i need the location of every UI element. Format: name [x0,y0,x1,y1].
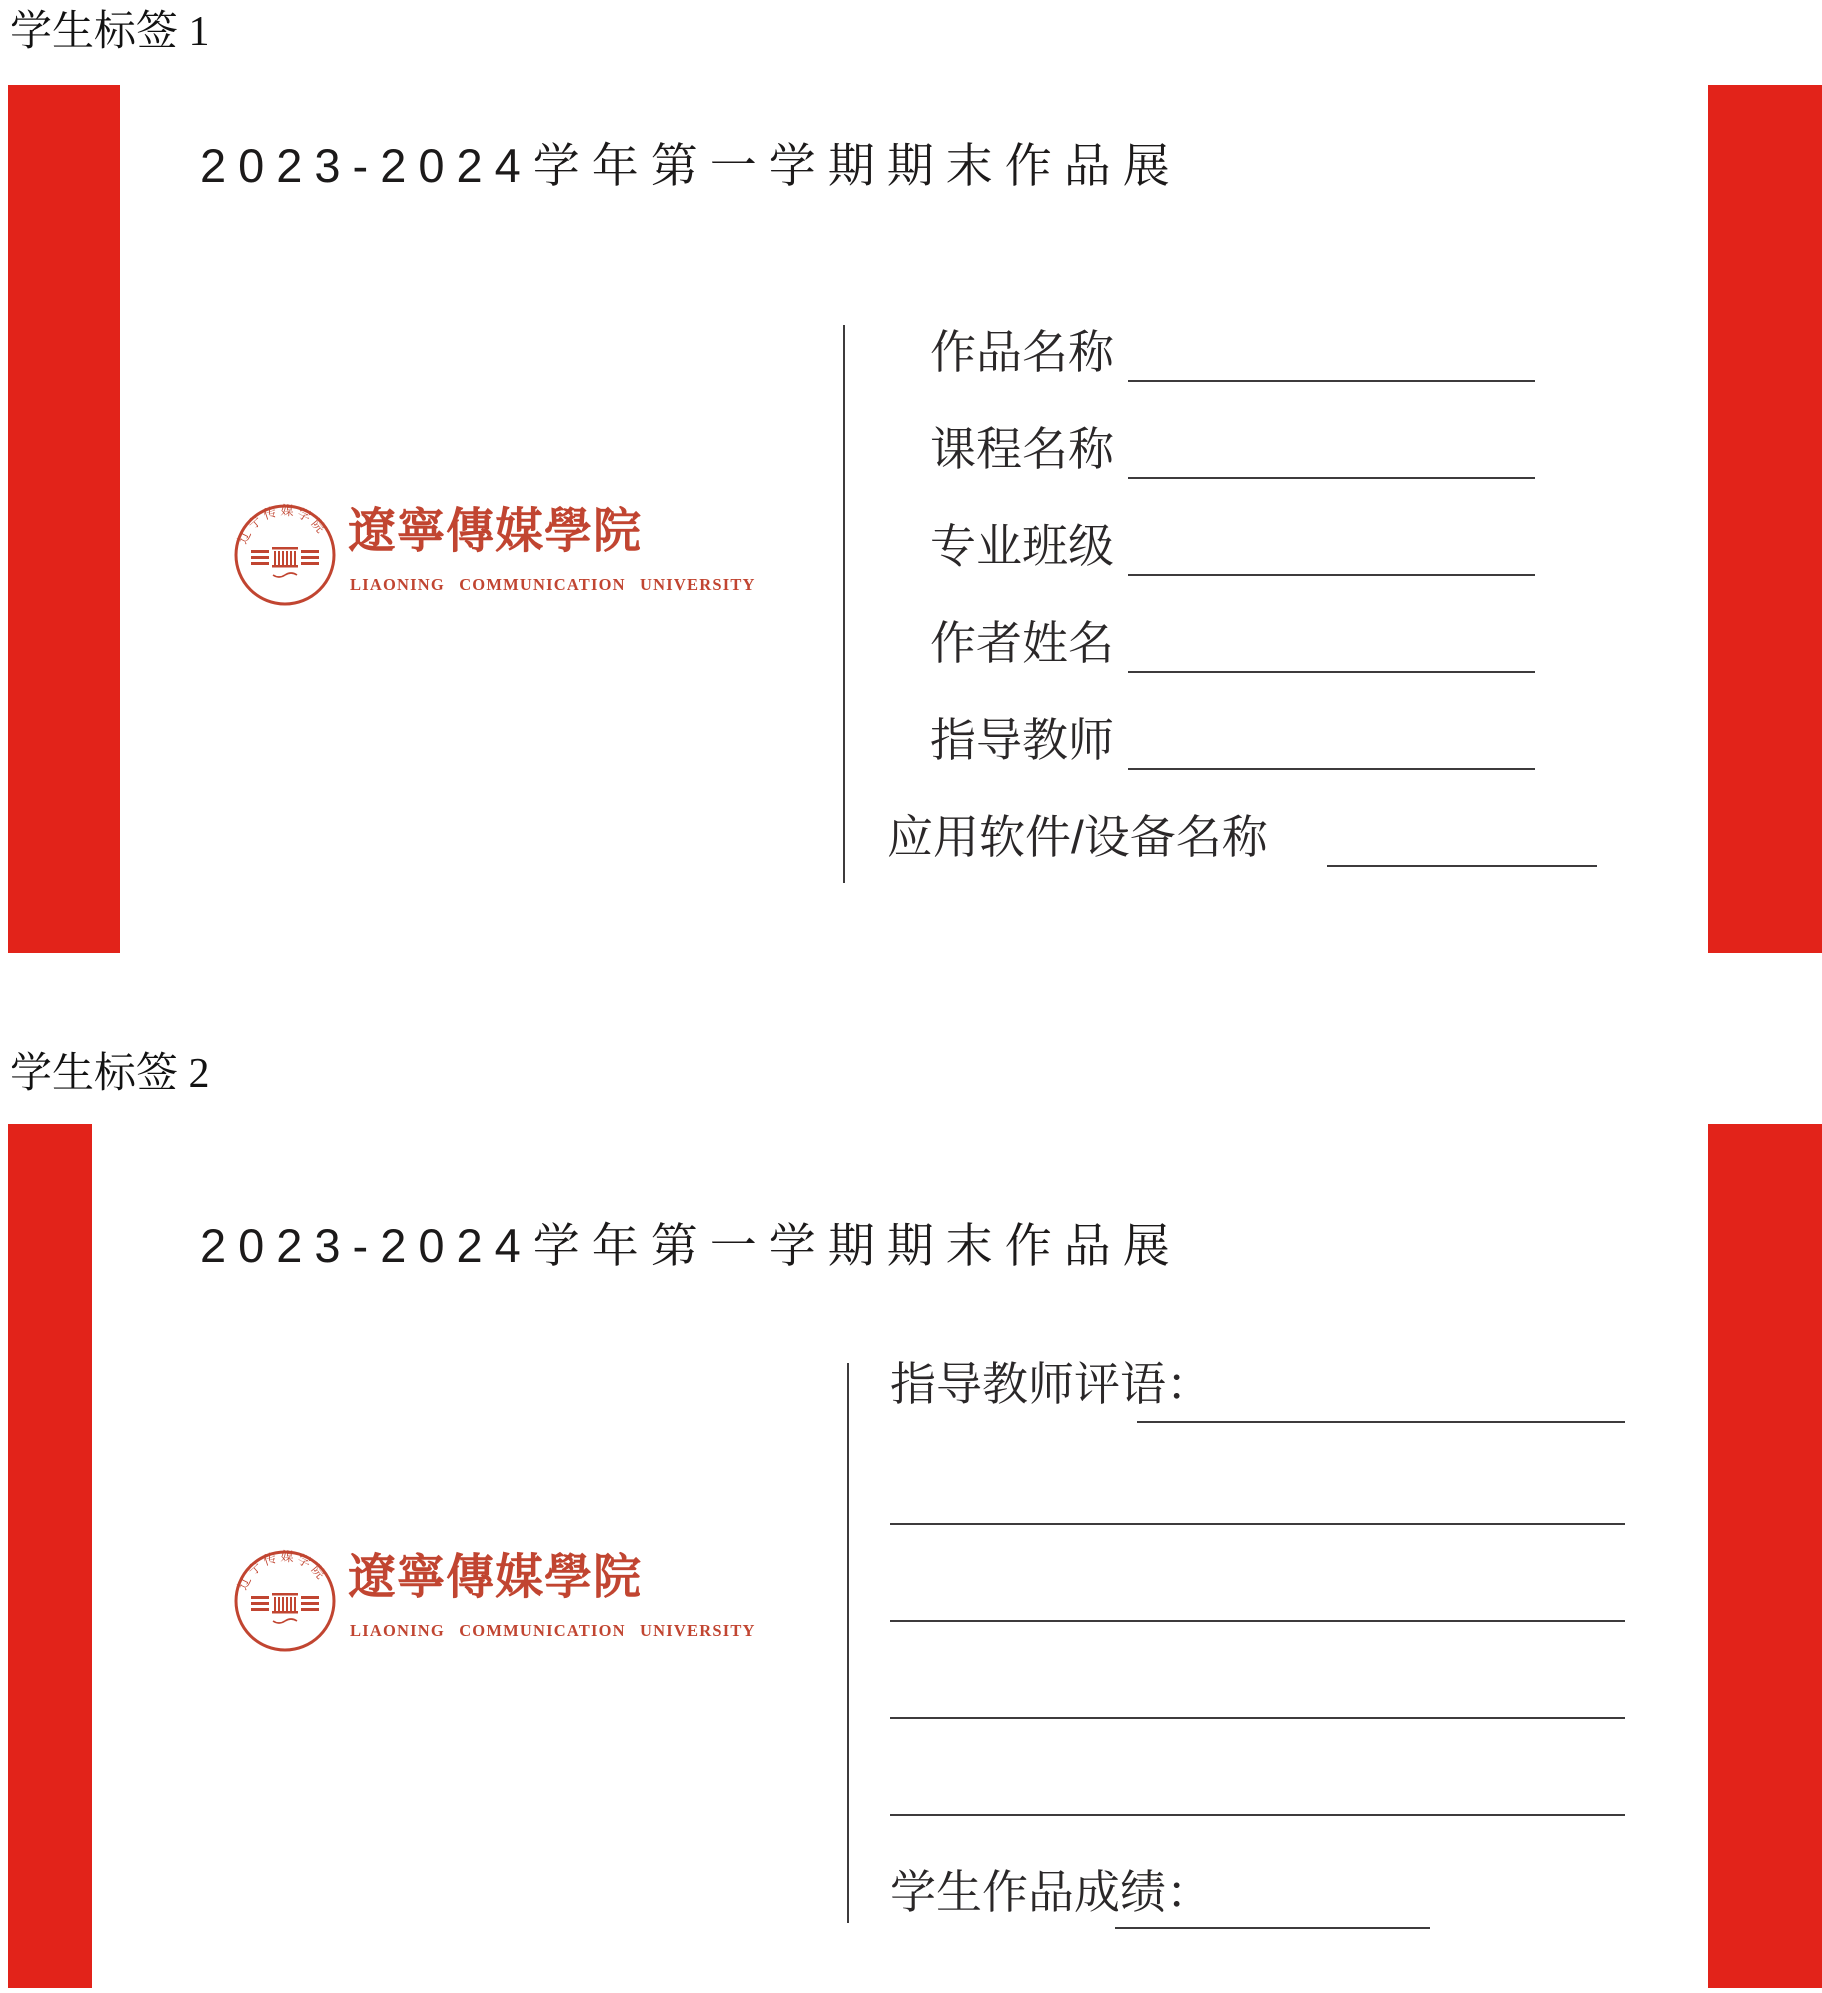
university-seal-icon [232,502,338,608]
svg-text:辽宁传媒学院: 辽宁传媒学院 [234,502,331,547]
card2-divider-line [847,1363,849,1923]
comment-line-4 [890,1814,1625,1816]
field-line-course-name [1128,477,1535,479]
field-line-software-equipment [1327,865,1597,867]
comment-line-1 [890,1523,1625,1525]
field-line-major-class [1128,574,1535,576]
comment-line-3 [890,1717,1625,1719]
card1-right-red-bar [1708,85,1822,953]
section2-heading: 学生标签 2 [10,1051,210,1097]
advisor-comment-line-start [1137,1421,1625,1423]
field-label-major-class: 专业班级 [930,520,1114,572]
field-line-author-name [1128,671,1535,673]
advisor-comment-label: 指导教师评语： [890,1358,1212,1410]
university-en-name: LIAONING COMMUNICATION UNIVERSITY [350,1621,756,1640]
card1-divider-line [843,325,845,883]
card1-left-red-bar [8,85,120,953]
svg-text:辽宁传媒学院: 辽宁传媒学院 [234,1548,331,1593]
university-cn-name: 遼寧傳媒學院 [348,1551,643,1604]
comment-line-2 [890,1620,1625,1622]
field-line-advisor [1128,768,1535,770]
university-cn-name: 遼寧傳媒學院 [348,505,643,558]
card2-left-red-bar [8,1124,92,1988]
field-label-advisor: 指导教师 [930,714,1114,766]
card2-title: 2023-2024学年第一学期期末作品展 [200,1219,1182,1272]
student-grade-label: 学生作品成绩： [890,1866,1212,1918]
student-grade-line [1115,1927,1430,1929]
field-label-author-name: 作者姓名 [930,617,1114,669]
field-label-course-name: 课程名称 [930,423,1114,475]
university-seal-icon [232,1548,338,1654]
card1-title: 2023-2024学年第一学期期末作品展 [200,139,1182,192]
university-en-name: LIAONING COMMUNICATION UNIVERSITY [350,575,756,594]
card2-right-red-bar [1708,1124,1822,1988]
field-label-work-title: 作品名称 [930,326,1114,378]
field-line-work-title [1128,380,1535,382]
section1-heading: 学生标签 1 [10,9,210,55]
field-label-software-equipment: 应用软件/设备名称 [887,811,1268,863]
